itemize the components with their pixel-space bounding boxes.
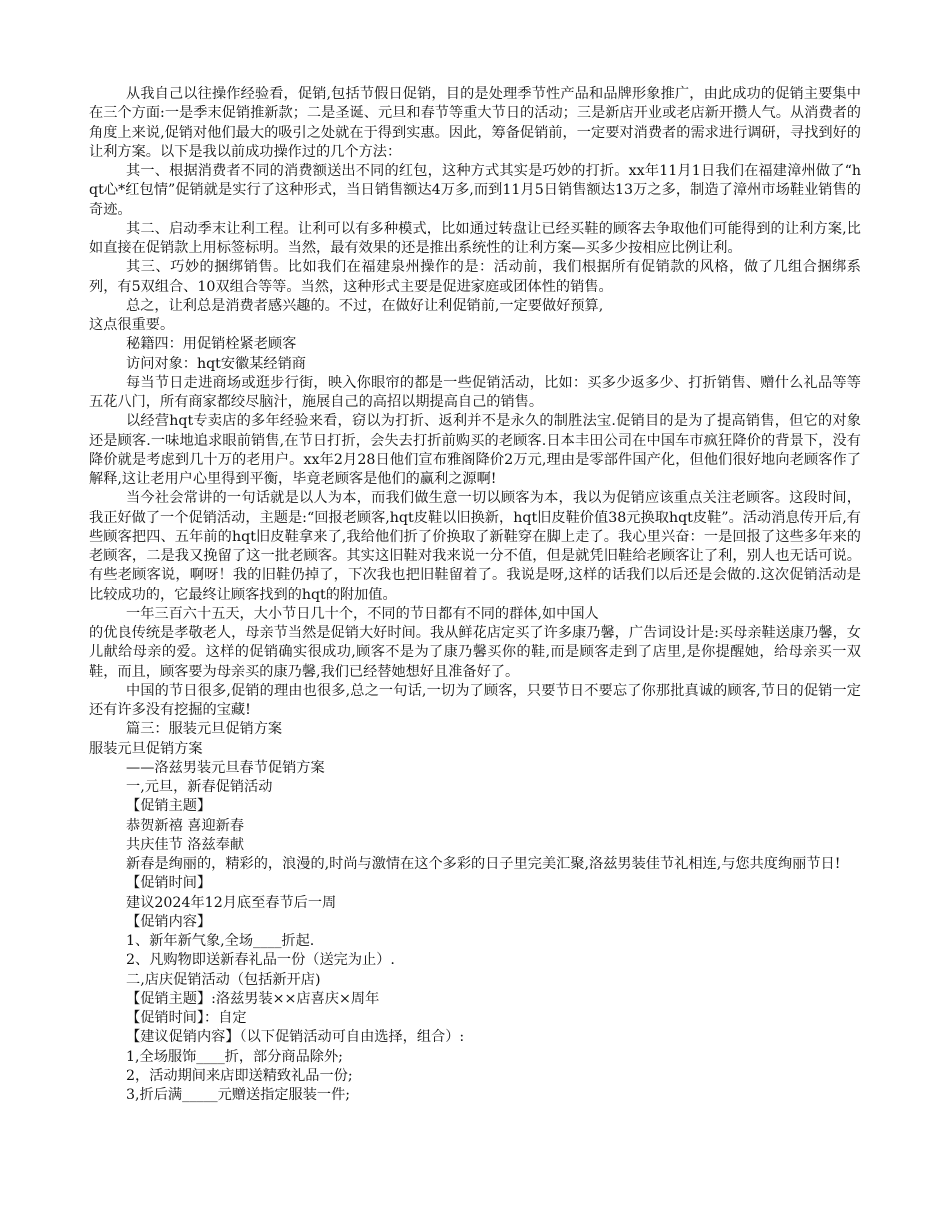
document-body	[89, 85, 861, 1105]
mothers-day-paragraph: 的优良传统是孝敬老人，母亲节当然是促销大好时间。我从鲜花店定买了许多康乃馨，广告词设计是:买母亲鞋送康乃馨，女儿献给母亲的爱。这样的促销确实很成功,顾客不是为了康乃馨买你的鞋,而是顾客走到了店里,是你提醒她，给母亲买一双鞋，而且，顾客要为母亲买的康乃馨,我们已经替她想好且准备好了。	[89, 625, 861, 680]
store-experience-paragraph: 以经营hqt专卖店的多年经验来看，窃以为打折、返利并不是永久的制胜法宝.促销目的是为了提高销售，但它的对象还是顾客.一味地追求眼前销售,在节日打折，会失去打折前购买的老顾客.日本丰田公司在中国车市疯狂降价的背景下，没有降价就是考虑到几十万的老用户。xx年2月28日他们宣布雅阁降价2万元,理由是零部件国产化，但他们很好地向老顾客作了解释,这让老用户心里得到平衡，毕竟老顾客是他们的赢利之源啊!	[89, 413, 861, 487]
method-two-paragraph: 其二、启动季末让利工程。让利可以有多种模式，比如通过转盘让已经买鞋的顾客去争取他们可能得到的让利方案,比如直接在促销款上用标签标明。当然，最有效果的还是推出系统性的让利方案—买多少按相应比例让利。	[89, 220, 861, 256]
part-two-time: 【促销时间】：自定	[126, 1010, 247, 1026]
part-two-theme: 【促销主题】:洛兹男装××店喜庆×周年	[126, 990, 380, 1007]
holidays-paragraph-line-1: 一年三百六十五天，大小节日几十个，不同的节日都有不同的群体,如中国人	[126, 605, 599, 622]
part-two-title: 二,店庆促销活动（包括新开店)	[126, 971, 321, 988]
festival-promotions-paragraph: 每当节日走进商场或逛步行街，映入你眼帘的都是一些促销活动，比如：买多少返多少、打折销售、赠什么礼品等等五花八门，所有商家都绞尽脑汁，施展自己的高招以期提高自己的销售。	[89, 374, 861, 410]
secret-four-title: 秘籍四：用促销栓紧老顾客	[126, 336, 297, 353]
part-two-item-2: 2，活动期间来店即送精致礼品一份;	[126, 1067, 353, 1084]
theme-description: 新春是绚丽的，精彩的，浪漫的,时尚与激情在这个多彩的日子里完美汇聚,洛兹男装佳节礼相连,与您共度绚丽节日!	[126, 856, 841, 872]
part-two-item-3: 3,折后满_____元赠送指定服装一件;	[126, 1087, 351, 1103]
method-one-paragraph: 其一、根据消费者不同的消费额送出不同的红包，这种方式其实是巧妙的打折。xx年11月1日我们在福建漳州做了“hqt心*红包情”促销就是实行了这种形式，当日销售额达4万多,而到11月5日销售额达13万之多，制造了漳州市场鞋业销售的奇迹。	[89, 163, 861, 218]
summary-line-2: 这点很重要。	[89, 317, 175, 333]
interviewee-line: 访问对象：hqt安徽某经销商	[126, 355, 306, 372]
conclusion-paragraph: 中国的节日很多,促销的理由也很多,总之一句话,一切为了顾客，只要节日不要忘了你那批真诚的顾客,节日的促销一定还有许多没有挖掘的宝藏!	[89, 682, 861, 718]
part-two-item-1: 1,全场服饰____折，部分商品除外;	[126, 1048, 343, 1065]
theme-label: 【促销主题】	[126, 798, 212, 815]
chapter-three-heading: 篇三：服装元旦促销方案	[126, 721, 283, 738]
part-two-content-label: 【建议促销内容】（以下促销活动可自由选择，组合）:	[126, 1029, 465, 1046]
summary-line-1: 总之，让利总是消费者感兴趣的。不过，在做好让利促销前,一定要做好预算,	[126, 297, 604, 314]
time-value: 建议2024年12月底至春节后一周	[126, 894, 337, 911]
plan-title: 服装元旦促销方案	[89, 740, 203, 757]
method-three-paragraph: 其三、巧妙的捆绑销售。比如我们在福建泉州操作的是：活动前，我们根据所有促销款的风格，做了几组合捆绑系列，有5双组合、10双组合等等。当然，这种形式主要是促进家庭或团体性的销售。	[89, 259, 861, 295]
plan-subtitle: ——洛兹男装元旦春节促销方案	[126, 759, 325, 776]
time-label: 【促销时间】	[126, 875, 212, 892]
customer-first-paragraph: 当今社会常讲的一句话就是以人为本，而我们做生意一切以顾客为本，我以为促销应该重点关注老顾客。这段时间，我正好做了一个促销活动，主题是:“回报老顾客,hqt皮鞋以旧换新，hqt旧皮鞋价值38元换取hqt皮鞋”。活动消息传开后,有些顾客把四、五年前的hqt旧皮鞋拿来了,我给他们折了价换取了新鞋穿在脚上走了。我心里兴奋：一是回报了这些多年来的老顾客，二是我又挽留了这一批老顾客。其实这旧鞋对我来说一分不值，但是就凭旧鞋给老顾客让了利，别人也无话可说。有些老顾客说，啊呀！我的旧鞋仍掉了，下次我也把旧鞋留着了。我说是呀,这样的话我们以后还是会做的.这次促销活动是比较成功的，它最终让顾客找到的hqt的附加值。	[89, 490, 861, 603]
theme-line-1: 恭贺新禧 喜迎新春	[126, 817, 245, 834]
theme-line-2: 共庆佳节 洛兹奉献	[126, 836, 245, 853]
intro-paragraph: 从我自己以往操作经验看，促销,包括节假日促销，目的是处理季节性产品和品牌形象推广，由此成功的促销主要集中在三个方面:一是季末促销推新款；二是圣诞、元旦和春节等重大节日的活动；三是新店开业或老店新开攒人气。从消费者的角度上来说,促销对他们最大的吸引之处就在于得到实惠。因此，筹备促销前，一定要对消费者的需求进行调研，寻找到好的让利方案。以下是我以前成功操作过的几个方法：	[89, 86, 861, 160]
content-item-2: 2、凡购物即送新春礼品一份（送完为止）.	[126, 952, 395, 969]
part-one-title: 一,元旦，新春促销活动	[126, 779, 273, 795]
content-item-1: 1、新年新气象,全场____折起.	[126, 933, 315, 949]
content-label: 【促销内容】	[126, 913, 212, 930]
